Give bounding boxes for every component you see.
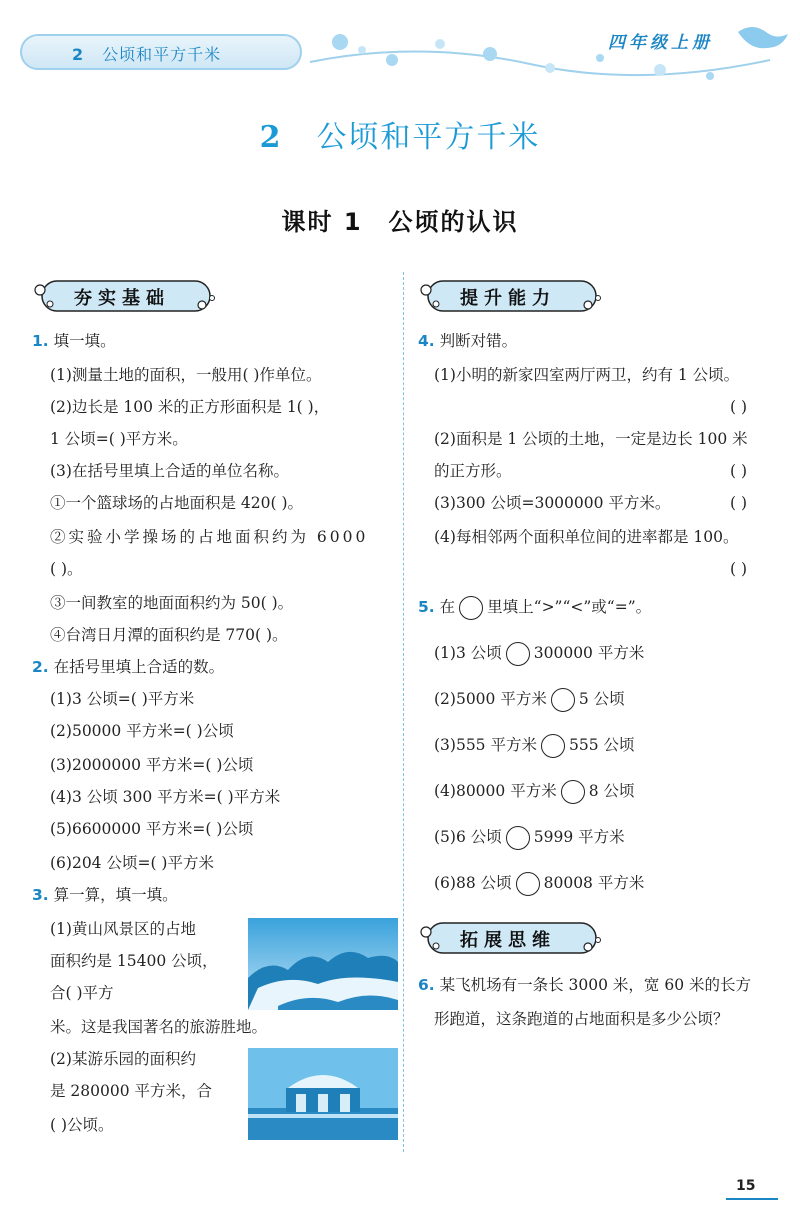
chapter-number: 2 bbox=[72, 45, 85, 64]
compare-right: 8 公顷 bbox=[588, 782, 635, 800]
lesson-title bbox=[0, 202, 800, 237]
q1-line: (1)测量土地的面积，一般用( )作单位。 bbox=[50, 366, 322, 384]
compare-row bbox=[434, 642, 644, 666]
question-1-title bbox=[32, 330, 116, 352]
q3-line: (2)某游乐园的面积约 bbox=[50, 1050, 196, 1068]
question-number: 6. bbox=[418, 976, 435, 994]
column-divider bbox=[403, 272, 404, 1152]
q1-line: ③一间教室的地面面积约为 50( )。 bbox=[50, 594, 294, 612]
compare-row bbox=[434, 872, 644, 896]
q1-line: ①一个篮球场的占地面积是 420( )。 bbox=[50, 494, 304, 512]
q2-item: (5)6600000 平方米=( )公顷 bbox=[50, 820, 254, 838]
q1-line: ( )。 bbox=[50, 560, 83, 578]
section-banner-improve bbox=[418, 276, 604, 316]
q3-line: 合( )平方 bbox=[50, 984, 114, 1002]
grade-label: 四年级上册 bbox=[608, 33, 713, 53]
compare-row bbox=[434, 780, 635, 804]
question-number: 1. bbox=[32, 332, 49, 350]
question-text: 里填上“>”“<”或“=”。 bbox=[487, 598, 652, 616]
q3-line: (1)黄山风景区的占地 bbox=[50, 920, 196, 938]
answer-circle[interactable] bbox=[506, 826, 530, 850]
question-2-title bbox=[32, 656, 224, 678]
q4-line: (1)小明的新家四室两厅两卫，约有 1 公顷。 bbox=[434, 366, 740, 384]
q1-line: 1 公顷=( )平方米。 bbox=[50, 430, 188, 448]
page-number: 15 bbox=[736, 1178, 756, 1194]
compare-right: 555 公顷 bbox=[568, 736, 635, 754]
chapter-header bbox=[72, 42, 221, 65]
question-5-title bbox=[418, 596, 651, 620]
q3-line: ( )公顷。 bbox=[50, 1116, 114, 1134]
q4-line: (2)面积是 1 公顷的土地，一定是边长 100 米 bbox=[434, 430, 748, 448]
q4-line: (3)300 公顷=3000000 平方米。 bbox=[434, 494, 671, 512]
answer-circle[interactable] bbox=[561, 780, 585, 804]
q4-answer-paren: ( ) bbox=[730, 462, 748, 480]
answer-circle[interactable] bbox=[551, 688, 575, 712]
compare-left: (4)80000 平方米 bbox=[434, 782, 557, 800]
header-bubbles-decoration bbox=[300, 20, 790, 90]
section-banner-label: 拓展思维 bbox=[460, 930, 556, 951]
section-banner-label: 提升能力 bbox=[460, 288, 556, 309]
q2-item: (6)204 公顷=( )平方米 bbox=[50, 854, 214, 872]
q1-line: (2)边长是 100 米的正方形面积是 1( )， bbox=[50, 398, 330, 416]
compare-left: (1)3 公顷 bbox=[434, 644, 502, 662]
compare-row bbox=[434, 734, 634, 758]
q1-line: (3)在括号里填上合适的单位名称。 bbox=[50, 462, 289, 480]
q1-line: ②实验小学操场的占地面积约为 6000 bbox=[50, 528, 369, 546]
question-number: 5. bbox=[418, 598, 435, 616]
unit-title-text: 公顷和平方千米 bbox=[316, 120, 541, 155]
compare-left: (5)6 公顷 bbox=[434, 828, 502, 846]
q4-answer-paren: ( ) bbox=[730, 398, 748, 416]
compare-right: 5999 平方米 bbox=[533, 828, 625, 846]
q2-item: (2)50000 平方米=( )公顷 bbox=[50, 722, 234, 740]
question-number: 4. bbox=[418, 332, 435, 350]
section-banner-extend bbox=[418, 918, 604, 958]
q2-item: (1)3 公顷=( )平方米 bbox=[50, 690, 195, 708]
q4-line: 的正方形。 bbox=[434, 462, 512, 480]
lesson-title-text: 公顷的认识 bbox=[388, 208, 519, 236]
compare-right: 5 公顷 bbox=[578, 690, 625, 708]
q4-answer-paren: ( ) bbox=[730, 494, 748, 512]
q4-line: (4)每相邻两个面积单位间的进率都是 100。 bbox=[434, 528, 739, 546]
question-number: 2. bbox=[32, 658, 49, 676]
compare-left: (2)5000 平方米 bbox=[434, 690, 547, 708]
question-text: 判断对错。 bbox=[439, 332, 518, 350]
q2-item: (3)2000000 平方米=( )公顷 bbox=[50, 756, 254, 774]
q3-line: 米。这是我国著名的旅游胜地。 bbox=[50, 1018, 268, 1036]
q3-line: 面积约是 15400 公顷， bbox=[50, 952, 218, 970]
blank-circle-icon bbox=[459, 596, 483, 620]
mountain-photo bbox=[248, 918, 398, 1010]
q3-line: 是 280000 平方米，合 bbox=[50, 1082, 213, 1100]
chapter-header-title: 公顷和平方千米 bbox=[102, 45, 222, 64]
page-number-underline bbox=[726, 1198, 778, 1200]
section-banner-label: 夯实基础 bbox=[74, 288, 170, 309]
question-text: 填一填。 bbox=[53, 332, 116, 350]
question-number: 3. bbox=[32, 886, 49, 904]
unit-title bbox=[0, 112, 800, 156]
question-6-line-2: 形跑道，这条跑道的占地面积是多少公顷？ bbox=[434, 1010, 729, 1028]
compare-row bbox=[434, 688, 625, 712]
question-4-title bbox=[418, 330, 517, 352]
section-banner-foundation bbox=[32, 276, 218, 316]
compare-left: (6)88 公顷 bbox=[434, 874, 512, 892]
answer-circle[interactable] bbox=[516, 872, 540, 896]
q4-answer-paren: ( ) bbox=[730, 560, 748, 578]
compare-right: 80008 平方米 bbox=[543, 874, 645, 892]
question-3-title bbox=[32, 884, 178, 906]
question-6 bbox=[418, 974, 751, 996]
q2-item: (4)3 公顷 300 平方米=( )平方米 bbox=[50, 788, 281, 806]
q1-line: ④台湾日月潭的面积约是 770( )。 bbox=[50, 626, 288, 644]
compare-right: 300000 平方米 bbox=[533, 644, 645, 662]
question-text: 算一算，填一填。 bbox=[53, 886, 178, 904]
compare-row bbox=[434, 826, 625, 850]
compare-left: (3)555 平方米 bbox=[434, 736, 537, 754]
question-text: 在 bbox=[439, 598, 456, 616]
question-text: 某飞机场有一条长 3000 米，宽 60 米的长方 bbox=[439, 976, 752, 994]
amusement-park-photo bbox=[248, 1048, 398, 1140]
answer-circle[interactable] bbox=[541, 734, 565, 758]
lesson-label: 课时 1 bbox=[281, 208, 363, 236]
question-text: 在括号里填上合适的数。 bbox=[53, 658, 225, 676]
answer-circle[interactable] bbox=[506, 642, 530, 666]
unit-number: 2 bbox=[259, 120, 283, 155]
